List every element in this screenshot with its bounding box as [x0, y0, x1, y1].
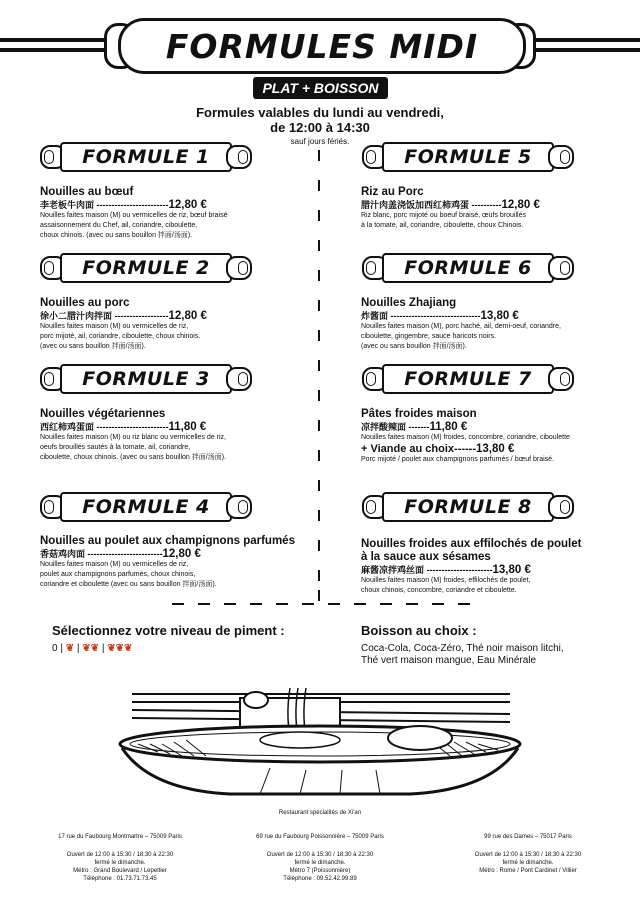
formule-title: FORMULE 7: [404, 368, 532, 390]
dish-description: [361, 576, 631, 596]
dish-name-line2: à la sauce aux sésames: [361, 551, 491, 563]
desc-line: oeufs brouillés sautés à la tomate, ail, coriandre,: [40, 444, 191, 451]
formule-8-dish: [361, 538, 631, 596]
dish-chinese-name: 西红柿鸡蛋面: [40, 422, 95, 432]
validity-line2: de 12:00 à 14:30: [270, 120, 370, 135]
dish-chinese-name: 炸酱面: [361, 311, 389, 321]
desc-line: poulet aux champignons parfumés, choux chinois,: [40, 571, 196, 578]
center-divider: [318, 210, 320, 221]
formule-3-header: [40, 364, 252, 392]
dish-price-line: [40, 548, 300, 560]
center-divider: [318, 570, 320, 581]
scroll-roll-icon: [226, 256, 252, 280]
leader-dashes: -------: [408, 422, 430, 432]
scroll-roll-icon: [226, 495, 252, 519]
center-divider: [318, 330, 320, 341]
desc-line: Nouilles faites maison (M), porc haché, ail, demi-oeuf, coriandre,: [361, 323, 561, 330]
desc-line: ciboulette, choux chinois. (avec ou sans bouillon 拌面/汤面).: [40, 454, 226, 461]
separator: |: [60, 643, 63, 654]
address-phone: Téléphone : 01.73.71.73.45: [83, 876, 157, 882]
center-divider: [318, 180, 320, 191]
extra-label: + Viande au choix: [361, 443, 455, 455]
address-metro: Métro : Grand Boulevard / Lepeltier: [73, 868, 167, 874]
scroll-roll-icon: [226, 145, 252, 169]
extra-price: 13,80 €: [476, 443, 515, 455]
desc-line: assaisonnement du Chef, ail, coriandre, ciboulette,: [40, 222, 198, 229]
dish-price-line: [40, 421, 300, 433]
dish-name: Nouilles au poulet aux champignons parfumés: [40, 535, 295, 547]
dish-description: [40, 433, 300, 463]
desc-line: (avec ou sans bouillon 拌面/汤面).: [40, 343, 146, 350]
formule-title: FORMULE 6: [404, 257, 532, 279]
h-divider-dash: [458, 603, 470, 605]
formule-7-header: [362, 364, 574, 392]
dish-price-line: [361, 310, 631, 322]
dish-description: [40, 322, 300, 352]
leader-dashes: ------------------------------: [390, 311, 481, 321]
formule-1-header: [40, 142, 252, 170]
address-closed: fermé le dimanche.: [94, 860, 146, 866]
formule-4-header: [40, 492, 252, 520]
spacer: [20, 841, 220, 851]
formule-4-dish: [40, 535, 300, 590]
piment-level-0[interactable]: 0: [52, 643, 58, 654]
dish-description: [361, 433, 631, 443]
desc-line: (avec ou sans bouillon 拌面/汤面).: [361, 343, 467, 350]
pepper-icon[interactable]: ❦❦: [82, 643, 100, 654]
formule-6-header: [362, 253, 574, 281]
address-closed: fermé le dimanche.: [502, 860, 554, 866]
h-divider-dash: [302, 603, 314, 605]
desc-line: ciboulette, gingembre, sauce haricots noirs.: [361, 333, 497, 340]
address-block-2: [220, 833, 420, 883]
address-street: 99 rue des Dames – 75017 Paris: [484, 834, 572, 840]
piment-title: Sélectionnez votre niveau de piment :: [52, 623, 285, 638]
dish-price: 11,80 €: [168, 421, 207, 433]
formule-title: FORMULE 5: [404, 146, 532, 168]
extra-meat-line: [361, 443, 631, 455]
address-street: 17 rue du Faubourg Montmartre – 75009 Paris: [58, 834, 182, 840]
desc-line: Nouilles faites maison (M) ou vermicelles de riz,: [40, 323, 189, 330]
formule-5-header: [362, 142, 574, 170]
h-divider-dash: [198, 603, 210, 605]
address-hours: Ouvert de 12:00 à 15:30 / 18:30 à 22:30: [474, 852, 582, 858]
dish-price-line: [40, 310, 300, 322]
boisson-line: Coca-Cola, Coca-Zéro, Thé noir maison litchi,: [361, 643, 564, 654]
address-phone: Téléphone : 09.52.42.99.89: [283, 876, 357, 882]
formule-title: FORMULE 2: [82, 257, 210, 279]
desc-line: Nouilles faites maison (M) froides, concombre, coriandre, ciboulette: [361, 434, 570, 441]
h-divider-dash: [380, 603, 392, 605]
h-divider-dash: [354, 603, 366, 605]
desc-line: Nouilles faites maison (M) froides, effilochés de poulet,: [361, 577, 531, 584]
dish-chinese-name: 腊汁肉盖浇饭加西红柿鸡蛋: [361, 200, 470, 210]
dish-description: [361, 211, 621, 231]
dish-price-line: [40, 199, 300, 211]
desc-line: Riz blanc, porc mijoté ou boeuf braisé, œufs brouillés: [361, 212, 526, 219]
pepper-icon[interactable]: ❦❦❦: [107, 643, 133, 654]
dish-chinese-name: 麻酱凉拌鸡丝面: [361, 565, 425, 575]
address-block-3: [428, 833, 628, 875]
center-divider: [318, 360, 320, 371]
formule-5-dish: [361, 186, 621, 231]
dish-description: [40, 211, 300, 241]
spacer: [428, 841, 628, 851]
title-banner: [118, 18, 526, 74]
scroll-roll-icon: [548, 495, 574, 519]
address-street: 69 rue du Faubourg Poissonnière – 75009 Paris: [256, 834, 384, 840]
extra-description: Porc mijoté / poulet aux champignons parfumés / bœuf braisé.: [361, 456, 554, 463]
address-hours: Ouvert de 12:00 à 15:30 / 18:30 à 22:30: [266, 852, 374, 858]
piment-levels: [52, 643, 132, 654]
dish-price: 12,80 €: [501, 199, 540, 211]
dish-description: [361, 322, 631, 352]
center-divider: [318, 540, 320, 551]
formule-1-dish: [40, 186, 300, 241]
scroll-roll-icon: [226, 367, 252, 391]
formule-2-header: [40, 253, 252, 281]
leader-dashes: ------------------------: [96, 200, 169, 210]
address-metro: Métro : Rome / Pont Cardinet / Villier: [479, 868, 577, 874]
formule-8-header: [362, 492, 574, 520]
formule-title: FORMULE 8: [404, 496, 532, 518]
h-divider-dash: [250, 603, 262, 605]
dish-price-line: [361, 564, 631, 576]
center-divider: [318, 270, 320, 281]
center-divider: [318, 420, 320, 431]
leader-dashes: ------: [454, 443, 477, 455]
dish-description: [40, 560, 300, 590]
h-divider-dash: [172, 603, 184, 605]
dish-price-line: [361, 421, 631, 433]
h-divider-dash: [224, 603, 236, 605]
leader-dashes: ------------------: [114, 311, 169, 321]
formule-7-dish: [361, 408, 631, 465]
desc-line: Nouilles faites maison (M) ou vermicelles de riz,: [40, 561, 189, 568]
dish-price: 13,80 €: [480, 310, 519, 322]
formule-title: FORMULE 3: [82, 368, 210, 390]
center-divider: [318, 480, 320, 491]
dish-chinese-name: 李老板牛肉面: [40, 200, 95, 210]
h-divider-dash: [406, 603, 418, 605]
desc-line: choux chinois. (avec ou sans bouillon 拌面/汤面).: [40, 232, 193, 239]
formule-2-dish: [40, 297, 300, 352]
formule-title: FORMULE 1: [82, 146, 210, 168]
leader-dashes: ------------------------: [96, 422, 169, 432]
spacer: [220, 841, 420, 851]
desc-line: choux chinois, concombre, coriandre et ciboulette.: [361, 587, 517, 594]
scroll-roll-icon: [548, 256, 574, 280]
dish-price-line: [361, 199, 621, 211]
dish-price: 11,80 €: [429, 421, 468, 433]
dish-chinese-name: 香菇鸡肉面: [40, 549, 86, 559]
separator: |: [76, 643, 80, 654]
dish-price: 13,80 €: [492, 564, 531, 576]
desc-line: Nouilles faites maison (M) ou riz blanc ou vermicelles de riz,: [40, 434, 226, 441]
formule-3-dish: [40, 408, 300, 463]
boisson-line: Thé vert maison mangue, Eau Minérale: [361, 655, 537, 666]
dish-name: Nouilles Zhajiang: [361, 297, 457, 309]
h-divider-dash: [328, 603, 340, 605]
restaurant-tagline: Restaurant spécialités de Xi'an: [278, 810, 362, 816]
dish-chinese-name: 凉拌酸辣面: [361, 422, 407, 432]
validity-note: sauf jours fériés.: [290, 137, 350, 146]
formule-6-dish: [361, 297, 631, 352]
boisson-list: [361, 643, 621, 667]
desc-line: Nouilles faites maison (M) ou vermicelles de riz, bœuf braisé: [40, 212, 228, 219]
center-divider: [318, 150, 320, 161]
dish-name: Nouilles au bœuf: [40, 186, 134, 198]
center-divider: [318, 300, 320, 311]
dish-name: Nouilles végétariennes: [40, 408, 166, 420]
formule-title: FORMULE 4: [82, 496, 210, 518]
validity-line1: Formules valables du lundi au vendredi,: [196, 105, 444, 120]
boisson-title: Boisson au choix :: [361, 623, 477, 638]
h-divider-dash: [432, 603, 444, 605]
leader-dashes: ----------: [471, 200, 502, 210]
leader-dashes: ----------------------: [426, 565, 493, 575]
scroll-roll-icon: [548, 145, 574, 169]
subtitle-badge: PLAT + BOISSON: [253, 77, 388, 99]
address-block-1: [20, 833, 220, 883]
desc-line: porc mijoté, ail, coriandre, ciboulette, choux chinois.: [40, 333, 201, 340]
center-divider: [318, 590, 320, 601]
noodle-bowl-illustration: [110, 678, 530, 796]
dish-name: Nouilles froides aux effilochés de poulet: [361, 538, 582, 550]
dish-name: Riz au Porc: [361, 186, 424, 198]
h-divider-dash: [276, 603, 288, 605]
center-divider: [318, 450, 320, 461]
separator: |: [101, 643, 105, 654]
leader-dashes: -------------------------: [87, 549, 163, 559]
address-closed: fermé le dimanche.: [294, 860, 346, 866]
center-divider: [318, 510, 320, 521]
center-divider: [318, 240, 320, 251]
dish-name: Nouilles au porc: [40, 297, 130, 309]
pepper-icon[interactable]: ❦: [65, 643, 75, 654]
desc-line: à la tomate, ail, coriandre, ciboulette, choux Chinois.: [361, 222, 524, 229]
dish-price: 12,80 €: [162, 548, 201, 560]
dish-price: 12,80 €: [168, 310, 207, 322]
center-divider: [318, 390, 320, 401]
address-hours: Ouvert de 12:00 à 15:30 / 18:30 à 22:30: [66, 852, 174, 858]
address-metro: Métro 7 (Poissonnière): [289, 868, 351, 874]
dish-chinese-name: 徐小二腊汁肉拌面: [40, 311, 113, 321]
dish-name: Pâtes froides maison: [361, 408, 477, 420]
scroll-roll-icon: [548, 367, 574, 391]
desc-line: coriandre et ciboulette (avec ou sans bouillon 拌面/汤面).: [40, 581, 217, 588]
dish-price: 12,80 €: [168, 199, 207, 211]
page-title: FORMULES MIDI: [165, 27, 479, 66]
